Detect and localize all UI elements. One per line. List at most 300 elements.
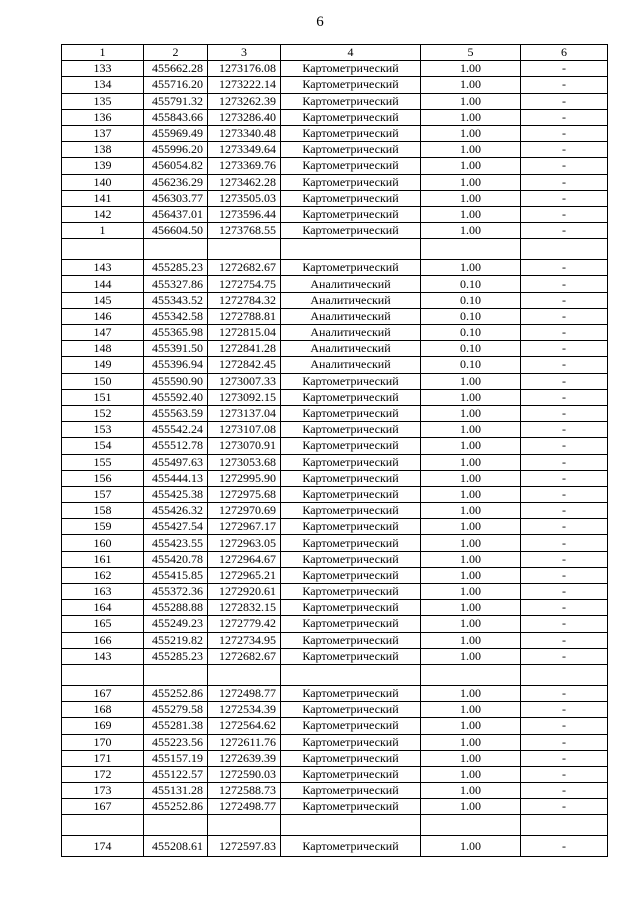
note-cell: - [521,190,608,206]
note-cell: - [521,600,608,616]
note-cell: - [521,503,608,519]
point-number-cell: 166 [62,632,144,648]
method-cell: Аналитический [281,341,421,357]
method-cell: Картометрический [281,470,421,486]
point-number-cell: 138 [62,142,144,158]
point-number-cell: 168 [62,702,144,718]
table-row [62,600,608,616]
method-cell: Картометрический [281,373,421,389]
method-cell: Картометрический [281,584,421,600]
accuracy-cell [421,815,521,836]
note-cell: - [521,685,608,701]
note-cell: - [521,405,608,421]
note-cell: - [521,783,608,799]
point-number-cell: 133 [62,61,144,77]
table-row [62,734,608,750]
point-number-cell: 149 [62,357,144,373]
y-coordinate-cell: 1273070.91 [208,438,281,454]
method-cell: Аналитический [281,308,421,324]
y-coordinate-cell [208,815,281,836]
method-cell: Картометрический [281,438,421,454]
accuracy-cell: 0.10 [421,341,521,357]
x-coordinate-cell: 455427.54 [144,519,208,535]
x-coordinate-cell: 455208.61 [144,836,208,857]
x-coordinate-cell: 455969.49 [144,125,208,141]
method-cell: Картометрический [281,567,421,583]
accuracy-cell [421,239,521,260]
y-coordinate-cell: 1272995.90 [208,470,281,486]
separator-row [62,664,608,685]
x-coordinate-cell: 455396.94 [144,357,208,373]
accuracy-cell: 1.00 [421,702,521,718]
point-number-cell: 163 [62,584,144,600]
note-cell: - [521,799,608,815]
point-number-cell: 159 [62,519,144,535]
note-cell: - [521,422,608,438]
table-row [62,357,608,373]
point-number-cell: 139 [62,158,144,174]
table-row [62,190,608,206]
table-row [62,567,608,583]
y-coordinate-cell: 1273505.03 [208,190,281,206]
accuracy-cell: 1.00 [421,799,521,815]
separator-row [62,815,608,836]
y-coordinate-cell [208,664,281,685]
x-coordinate-cell: 455444.13 [144,470,208,486]
x-coordinate-cell [144,815,208,836]
accuracy-cell: 1.00 [421,685,521,701]
table-body [62,61,608,857]
x-coordinate-cell: 455219.82 [144,632,208,648]
point-number-cell: 153 [62,422,144,438]
point-number-cell: 150 [62,373,144,389]
x-coordinate-cell [144,239,208,260]
method-cell: Картометрический [281,535,421,551]
point-number-cell: 146 [62,308,144,324]
accuracy-cell: 1.00 [421,600,521,616]
accuracy-cell: 1.00 [421,616,521,632]
point-number-cell: 145 [62,292,144,308]
y-coordinate-cell: 1273053.68 [208,454,281,470]
header-cell: 6 [521,45,608,61]
accuracy-cell: 1.00 [421,373,521,389]
note-cell: - [521,308,608,324]
method-cell: Картометрический [281,158,421,174]
point-number-cell [62,239,144,260]
note-cell: - [521,260,608,276]
y-coordinate-cell: 1272832.15 [208,600,281,616]
x-coordinate-cell: 455249.23 [144,616,208,632]
separator-row [62,239,608,260]
x-coordinate-cell: 455391.50 [144,341,208,357]
table-row [62,799,608,815]
method-cell: Картометрический [281,77,421,93]
point-number-cell: 142 [62,206,144,222]
point-number-cell: 151 [62,389,144,405]
method-cell: Картометрический [281,206,421,222]
accuracy-cell: 1.00 [421,718,521,734]
point-number-cell: 171 [62,750,144,766]
x-coordinate-cell: 455426.32 [144,503,208,519]
accuracy-cell: 1.00 [421,486,521,502]
accuracy-cell: 1.00 [421,567,521,583]
point-number-cell: 162 [62,567,144,583]
y-coordinate-cell: 1273768.55 [208,223,281,239]
y-coordinate-cell: 1272967.17 [208,519,281,535]
method-cell [281,239,421,260]
method-cell: Картометрический [281,616,421,632]
point-number-cell: 137 [62,125,144,141]
table-row [62,93,608,109]
note-cell: - [521,438,608,454]
method-cell: Картометрический [281,648,421,664]
note-cell: - [521,125,608,141]
table-row [62,260,608,276]
header-cell: 2 [144,45,208,61]
y-coordinate-cell: 1272815.04 [208,325,281,341]
table-row [62,685,608,701]
accuracy-cell: 1.00 [421,750,521,766]
note-cell: - [521,567,608,583]
method-cell: Картометрический [281,799,421,815]
method-cell: Картометрический [281,519,421,535]
point-number-cell: 155 [62,454,144,470]
point-number-cell: 156 [62,470,144,486]
accuracy-cell: 1.00 [421,519,521,535]
note-cell: - [521,551,608,567]
x-coordinate-cell: 455420.78 [144,551,208,567]
x-coordinate-cell: 455425.38 [144,486,208,502]
x-coordinate-cell: 455590.90 [144,373,208,389]
method-cell: Картометрический [281,766,421,782]
point-number-cell: 140 [62,174,144,190]
x-coordinate-cell: 456303.77 [144,190,208,206]
y-coordinate-cell: 1272590.03 [208,766,281,782]
note-cell: - [521,109,608,125]
accuracy-cell: 0.10 [421,292,521,308]
header-cell: 3 [208,45,281,61]
x-coordinate-cell: 456054.82 [144,158,208,174]
note-cell: - [521,750,608,766]
x-coordinate-cell: 455365.98 [144,325,208,341]
table-row [62,373,608,389]
table-row [62,206,608,222]
accuracy-cell: 0.10 [421,325,521,341]
note-cell: - [521,158,608,174]
method-cell: Картометрический [281,734,421,750]
x-coordinate-cell: 455281.38 [144,718,208,734]
y-coordinate-cell: 1272754.75 [208,276,281,292]
table-row [62,503,608,519]
table-row [62,325,608,341]
table-row [62,292,608,308]
y-coordinate-cell [208,239,281,260]
point-number-cell [62,664,144,685]
accuracy-cell: 1.00 [421,503,521,519]
note-cell: - [521,174,608,190]
method-cell: Картометрический [281,389,421,405]
x-coordinate-cell: 456437.01 [144,206,208,222]
header-cell: 4 [281,45,421,61]
point-number-cell: 174 [62,836,144,857]
method-cell: Картометрический [281,142,421,158]
y-coordinate-cell: 1272920.61 [208,584,281,600]
y-coordinate-cell: 1272597.83 [208,836,281,857]
point-number-cell: 164 [62,600,144,616]
table-row [62,341,608,357]
note-cell: - [521,206,608,222]
point-number-cell: 165 [62,616,144,632]
x-coordinate-cell: 455996.20 [144,142,208,158]
method-cell: Картометрический [281,685,421,701]
method-cell: Картометрический [281,836,421,857]
y-coordinate-cell: 1272963.05 [208,535,281,551]
table-row [62,836,608,857]
table-row [62,77,608,93]
point-number-cell: 143 [62,648,144,664]
point-number-cell: 158 [62,503,144,519]
y-coordinate-cell: 1272588.73 [208,783,281,799]
y-coordinate-cell: 1272734.95 [208,632,281,648]
accuracy-cell: 1.00 [421,405,521,421]
x-coordinate-cell: 455342.58 [144,308,208,324]
accuracy-cell: 1.00 [421,206,521,222]
accuracy-cell: 1.00 [421,454,521,470]
method-cell: Картометрический [281,422,421,438]
method-cell: Картометрический [281,750,421,766]
point-number-cell: 144 [62,276,144,292]
note-cell: - [521,223,608,239]
accuracy-cell: 0.10 [421,276,521,292]
note-cell: - [521,292,608,308]
accuracy-cell: 1.00 [421,648,521,664]
accuracy-cell: 1.00 [421,535,521,551]
point-number-cell: 173 [62,783,144,799]
table-row [62,519,608,535]
table-row [62,125,608,141]
y-coordinate-cell: 1273262.39 [208,93,281,109]
note-cell [521,815,608,836]
y-coordinate-cell: 1273369.76 [208,158,281,174]
accuracy-cell: 1.00 [421,470,521,486]
y-coordinate-cell: 1273286.40 [208,109,281,125]
accuracy-cell: 0.10 [421,308,521,324]
note-cell: - [521,616,608,632]
note-cell: - [521,325,608,341]
point-number-cell: 172 [62,766,144,782]
point-number-cell: 167 [62,799,144,815]
table-row [62,551,608,567]
method-cell: Аналитический [281,357,421,373]
point-number-cell: 141 [62,190,144,206]
table-row [62,584,608,600]
y-coordinate-cell: 1272788.81 [208,308,281,324]
method-cell: Картометрический [281,486,421,502]
x-coordinate-cell: 455285.23 [144,260,208,276]
accuracy-cell: 1.00 [421,125,521,141]
note-cell: - [521,357,608,373]
point-number-cell: 160 [62,535,144,551]
note-cell: - [521,142,608,158]
note-cell: - [521,470,608,486]
point-number-cell: 154 [62,438,144,454]
note-cell: - [521,648,608,664]
accuracy-cell: 1.00 [421,158,521,174]
method-cell [281,664,421,685]
note-cell: - [521,61,608,77]
table-row [62,750,608,766]
point-number-cell: 136 [62,109,144,125]
accuracy-cell: 1.00 [421,260,521,276]
x-coordinate-cell: 455223.56 [144,734,208,750]
y-coordinate-cell: 1273092.15 [208,389,281,405]
note-cell: - [521,486,608,502]
accuracy-cell: 1.00 [421,632,521,648]
accuracy-cell: 0.10 [421,357,521,373]
method-cell: Картометрический [281,61,421,77]
y-coordinate-cell: 1272682.67 [208,648,281,664]
table-row [62,223,608,239]
y-coordinate-cell: 1272784.32 [208,292,281,308]
x-coordinate-cell: 455285.23 [144,648,208,664]
point-number-cell [62,815,144,836]
table-row [62,109,608,125]
method-cell: Картометрический [281,174,421,190]
x-coordinate-cell: 455288.88 [144,600,208,616]
method-cell: Картометрический [281,260,421,276]
accuracy-cell: 1.00 [421,584,521,600]
table-row [62,174,608,190]
y-coordinate-cell: 1273176.08 [208,61,281,77]
accuracy-cell: 1.00 [421,389,521,405]
x-coordinate-cell: 455791.32 [144,93,208,109]
point-number-cell: 134 [62,77,144,93]
method-cell: Картометрический [281,190,421,206]
table-row [62,454,608,470]
x-coordinate-cell: 455542.24 [144,422,208,438]
y-coordinate-cell: 1272534.39 [208,702,281,718]
note-cell: - [521,77,608,93]
x-coordinate-cell: 455343.52 [144,292,208,308]
note-cell: - [521,535,608,551]
x-coordinate-cell: 455563.59 [144,405,208,421]
x-coordinate-cell: 455131.28 [144,783,208,799]
note-cell [521,239,608,260]
x-coordinate-cell: 455512.78 [144,438,208,454]
accuracy-cell [421,664,521,685]
accuracy-cell: 1.00 [421,174,521,190]
point-number-cell: 167 [62,685,144,701]
header-cell: 5 [421,45,521,61]
accuracy-cell: 1.00 [421,109,521,125]
accuracy-cell: 1.00 [421,93,521,109]
accuracy-cell: 1.00 [421,190,521,206]
y-coordinate-cell: 1273007.33 [208,373,281,389]
accuracy-cell: 1.00 [421,422,521,438]
coordinates-table [61,44,608,857]
note-cell: - [521,766,608,782]
note-cell: - [521,93,608,109]
note-cell: - [521,341,608,357]
x-coordinate-cell: 455843.66 [144,109,208,125]
method-cell: Аналитический [281,276,421,292]
accuracy-cell: 1.00 [421,836,521,857]
point-number-cell: 143 [62,260,144,276]
method-cell: Картометрический [281,551,421,567]
accuracy-cell: 1.00 [421,438,521,454]
header-cell: 1 [62,45,144,61]
x-coordinate-cell: 455122.57 [144,766,208,782]
method-cell: Картометрический [281,702,421,718]
note-cell: - [521,836,608,857]
y-coordinate-cell: 1273340.48 [208,125,281,141]
point-number-cell: 170 [62,734,144,750]
x-coordinate-cell: 455423.55 [144,535,208,551]
table-row [62,702,608,718]
table-row [62,405,608,421]
table-row [62,142,608,158]
table-row [62,783,608,799]
note-cell: - [521,632,608,648]
method-cell: Картометрический [281,109,421,125]
method-cell: Картометрический [281,125,421,141]
y-coordinate-cell: 1272975.68 [208,486,281,502]
table-row [62,648,608,664]
method-cell: Картометрический [281,503,421,519]
accuracy-cell: 1.00 [421,77,521,93]
note-cell: - [521,718,608,734]
method-cell: Аналитический [281,292,421,308]
x-coordinate-cell: 455497.63 [144,454,208,470]
table-row [62,486,608,502]
table-row [62,438,608,454]
y-coordinate-cell: 1272841.28 [208,341,281,357]
note-cell: - [521,584,608,600]
x-coordinate-cell: 455252.86 [144,685,208,701]
y-coordinate-cell: 1272964.67 [208,551,281,567]
y-coordinate-cell: 1272970.69 [208,503,281,519]
table-row [62,308,608,324]
y-coordinate-cell: 1273349.64 [208,142,281,158]
method-cell: Картометрический [281,783,421,799]
x-coordinate-cell: 455662.28 [144,61,208,77]
y-coordinate-cell: 1272965.21 [208,567,281,583]
x-coordinate-cell: 455157.19 [144,750,208,766]
method-cell: Картометрический [281,454,421,470]
x-coordinate-cell: 455592.40 [144,389,208,405]
y-coordinate-cell: 1272498.77 [208,799,281,815]
method-cell: Аналитический [281,325,421,341]
y-coordinate-cell: 1272842.45 [208,357,281,373]
x-coordinate-cell: 455415.85 [144,567,208,583]
x-coordinate-cell: 455252.86 [144,799,208,815]
table-row [62,389,608,405]
accuracy-cell: 1.00 [421,551,521,567]
accuracy-cell: 1.00 [421,766,521,782]
x-coordinate-cell [144,664,208,685]
note-cell: - [521,702,608,718]
accuracy-cell: 1.00 [421,783,521,799]
method-cell: Картометрический [281,93,421,109]
method-cell: Картометрический [281,600,421,616]
table-row [62,422,608,438]
y-coordinate-cell: 1273596.44 [208,206,281,222]
method-cell [281,815,421,836]
point-number-cell: 169 [62,718,144,734]
table-row [62,158,608,174]
y-coordinate-cell: 1273137.04 [208,405,281,421]
x-coordinate-cell: 455716.20 [144,77,208,93]
